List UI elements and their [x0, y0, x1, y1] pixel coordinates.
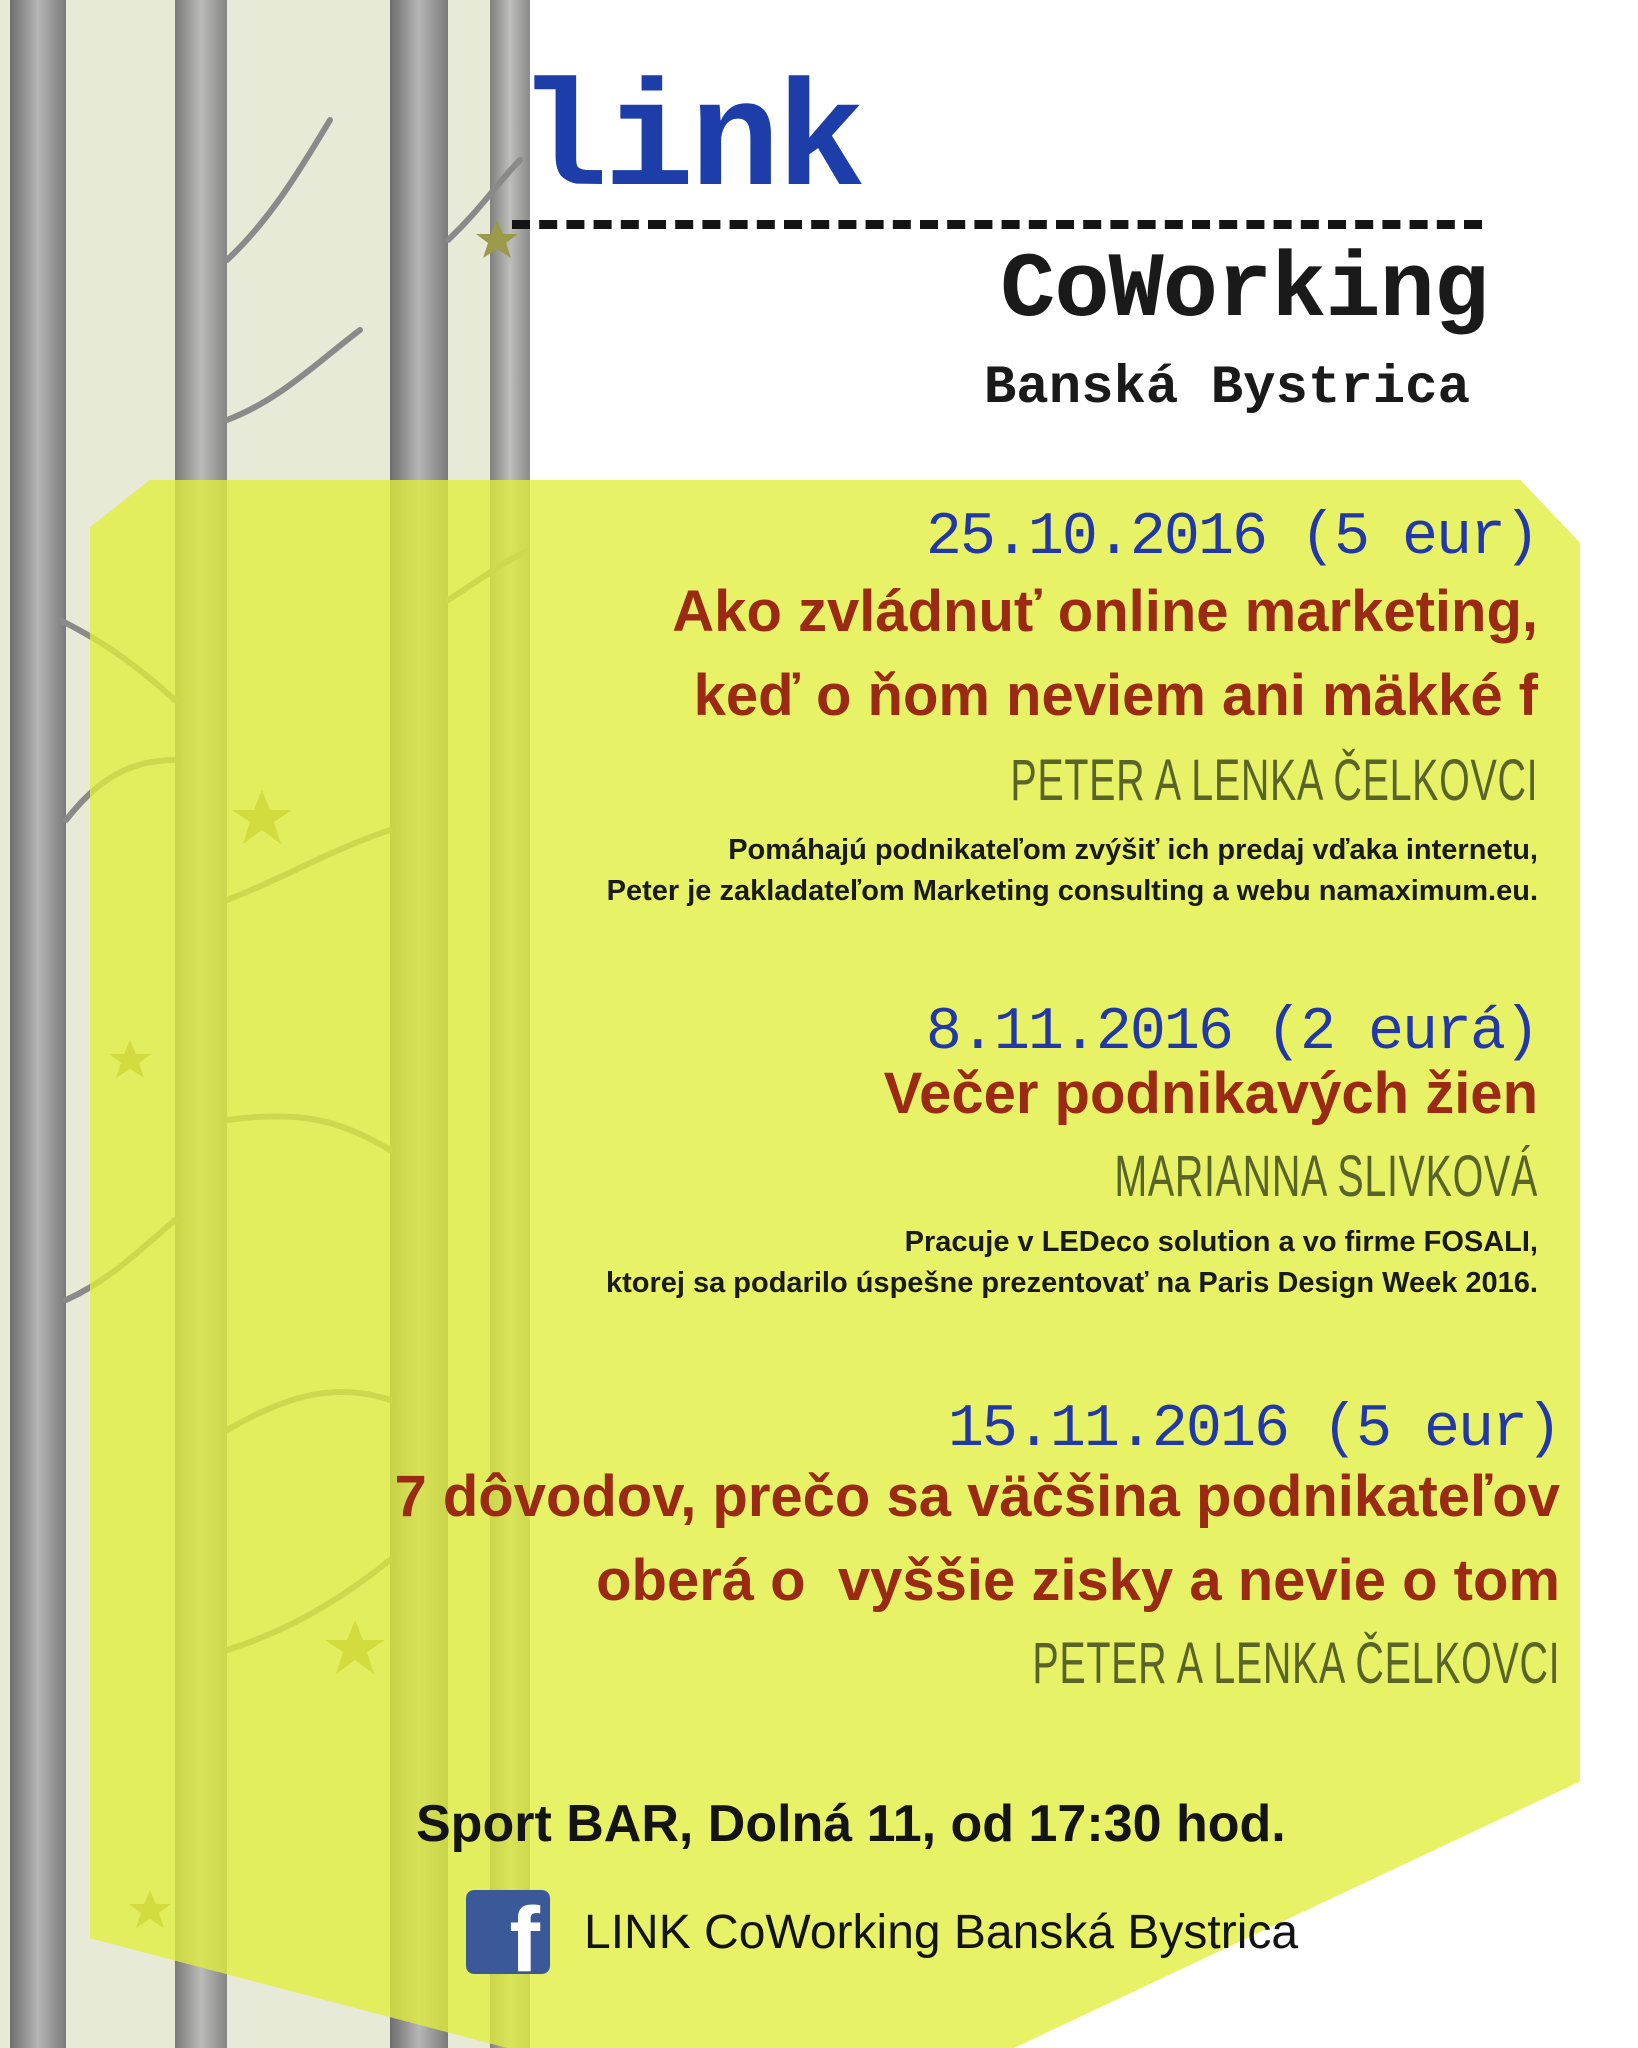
event-1-speaker: PETER A LENKA ČELKOVCI	[1010, 748, 1538, 813]
event-3-title-line-2: oberá o vyššie zisky a nevie o tom	[596, 1548, 1560, 1613]
venue-info: Sport BAR, Dolná 11, od 17:30 hod.	[416, 1795, 1286, 1853]
event-1-desc-line-2: Peter je zakladateľom Marketing consulting a webu namaximum.eu.	[606, 875, 1538, 907]
logo-dashed-divider	[512, 220, 1482, 229]
event-2-date: 8.11.2016 (2 eurá)	[925, 999, 1538, 1067]
event-2-title: Večer podnikavých žien	[883, 1061, 1538, 1126]
facebook-icon: f	[466, 1890, 550, 1974]
logo-link-text: link	[518, 60, 863, 230]
facebook-row[interactable]	[466, 1887, 1298, 1977]
event-3-date: 15.11.2016 (5 eur)	[947, 1396, 1560, 1464]
event-1-desc-line-1: Pomáhajú podnikateľom zvýšiť ich predaj vďaka internetu,	[728, 834, 1538, 866]
event-1-date: 25.10.2016 (5 eur)	[925, 504, 1538, 572]
event-3-title-line-1: 7 dôvodov, prečo sa väčšina podnikateľov	[394, 1464, 1560, 1529]
event-1-title-line-2: keď o ňom neviem ani mäkké f	[693, 663, 1538, 728]
event-1-title-line-1: Ako zvládnuť online marketing,	[672, 579, 1538, 644]
event-2-speaker: MARIANNA SLIVKOVÁ	[1114, 1144, 1538, 1209]
logo-city-text: Banská Bystrica	[983, 358, 1470, 419]
logo-coworking-text: CoWorking	[1000, 238, 1488, 343]
event-3-speaker: PETER A LENKA ČELKOVCI	[1032, 1631, 1560, 1696]
event-2-desc-line-1: Pracuje v LEDeco solution a vo firme FOSALI,	[904, 1226, 1538, 1258]
facebook-page-name: LINK CoWorking Banská Bystrica	[584, 1905, 1299, 1959]
event-2-desc-line-2: ktorej sa podarilo úspešne prezentovať na Paris Design Week 2016.	[605, 1267, 1538, 1299]
